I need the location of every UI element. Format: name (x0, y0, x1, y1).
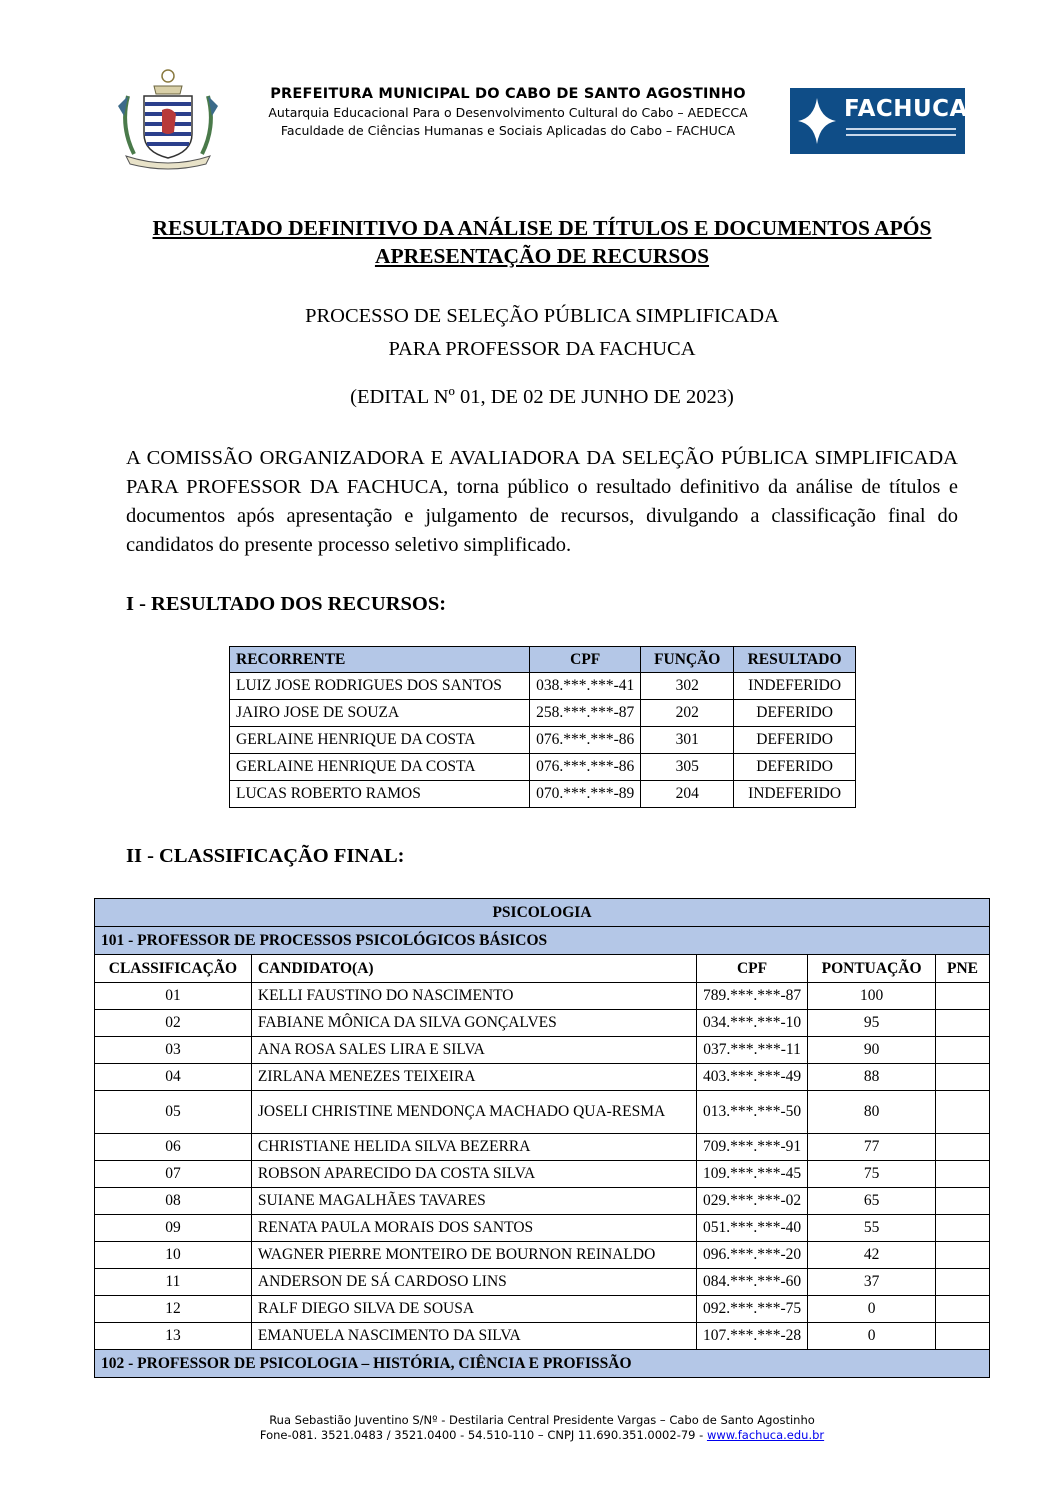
table-row (95, 1037, 990, 1064)
process-subtitle (90, 300, 994, 366)
document-title-line: RESULTADO DEFINITIVO DA ANÁLISE DE TÍTULOS E DOCUMENTOS APÓS (152, 216, 932, 240)
candidato-cell: ZIRLANA MENEZES TEIXEIRA (251, 1064, 696, 1091)
classificacao-cell: 04 (95, 1064, 252, 1091)
candidato-cell: JOSELI CHRISTINE MENDONÇA MACHADO QUA-RESMA (251, 1091, 696, 1134)
resultado-cell: DEFERIDO (734, 727, 856, 754)
section-heading-classificacao: II - CLASSIFICAÇÃO FINAL: (126, 845, 405, 867)
candidato-cell: ROBSON APARECIDO DA COSTA SILVA (251, 1161, 696, 1188)
table-row (95, 1010, 990, 1037)
candidato-cell: WAGNER PIERRE MONTEIRO DE BOURNON REINALDO (251, 1242, 696, 1269)
cpf-cell: 096.***.***-20 (696, 1242, 807, 1269)
table-row (95, 1323, 990, 1350)
group-title: 101 - PROFESSOR DE PROCESSOS PSICOLÓGICOS BÁSICOS (95, 927, 990, 955)
pontuacao-cell: 65 (808, 1188, 936, 1215)
recorrente-cell: LUCAS ROBERTO RAMOS (230, 781, 530, 808)
group-band-row (95, 1350, 990, 1378)
cpf-cell: 076.***.***-86 (530, 727, 641, 754)
cpf-cell: 092.***.***-75 (696, 1296, 807, 1323)
table-row (95, 1161, 990, 1188)
funcao-cell: 302 (641, 673, 734, 700)
cpf-cell: 258.***.***-87 (530, 700, 641, 727)
pontuacao-cell: 75 (808, 1161, 936, 1188)
cpf-cell: 070.***.***-89 (530, 781, 641, 808)
table-row (95, 1091, 990, 1134)
pontuacao-cell: 100 (808, 983, 936, 1010)
candidato-cell: SUIANE MAGALHÃES TAVARES (251, 1188, 696, 1215)
candidato-cell: ANA ROSA SALES LIRA E SILVA (251, 1037, 696, 1064)
logo-tagline-line (846, 128, 956, 130)
fachuca-logo (790, 88, 968, 154)
pne-cell (936, 1091, 990, 1134)
cpf-cell: 076.***.***-86 (530, 754, 641, 781)
pontuacao-cell: 77 (808, 1134, 936, 1161)
classificacao-cell: 01 (95, 983, 252, 1010)
pontuacao-cell: 55 (808, 1215, 936, 1242)
cpf-cell: 109.***.***-45 (696, 1161, 807, 1188)
funcao-cell: 202 (641, 700, 734, 727)
cpf-cell: 051.***.***-40 (696, 1215, 807, 1242)
logo-tagline-line (846, 134, 956, 136)
institution-subtitle-aedecca: Autarquia Educacional Para o Desenvolvimento Cultural do Cabo – AEDECCA (268, 105, 748, 120)
candidato-cell: RENATA PAULA MORAIS DOS SANTOS (251, 1215, 696, 1242)
candidato-cell: RALF DIEGO SILVA DE SOUSA (251, 1296, 696, 1323)
resultado-cell: DEFERIDO (734, 700, 856, 727)
cpf-cell: 038.***.***-41 (530, 673, 641, 700)
table-row (95, 1064, 990, 1091)
institution-subtitle-fachuca: Faculdade de Ciências Humanas e Sociais Aplicadas do Cabo – FACHUCA (280, 123, 736, 138)
classificacao-cell: 12 (95, 1296, 252, 1323)
table-row (230, 727, 856, 754)
cpf-cell: 029.***.***-02 (696, 1188, 807, 1215)
classificacao-cell: 10 (95, 1242, 252, 1269)
pne-cell (936, 1188, 990, 1215)
coat-of-arms-logo (114, 66, 222, 170)
cpf-cell: 013.***.***-50 (696, 1091, 807, 1134)
classificacao-cell: 07 (95, 1161, 252, 1188)
document-title-line: APRESENTAÇÃO DE RECURSOS (374, 244, 710, 268)
classificacao-cell: 13 (95, 1323, 252, 1350)
group-title: 102 - PROFESSOR DE PSICOLOGIA – HISTÓRIA, CIÊNCIA E PROFISSÃO (95, 1350, 990, 1378)
classificacao-cell: 02 (95, 1010, 252, 1037)
table-row (230, 754, 856, 781)
classificacao-cell: 06 (95, 1134, 252, 1161)
cpf-cell: 107.***.***-28 (696, 1323, 807, 1350)
column-header-classificacao: CLASSIFICAÇÃO (95, 955, 252, 983)
fachuca-logo-text: FACHUCA (844, 96, 968, 122)
process-subtitle-line: PARA PROFESSOR DA FACHUCA (388, 338, 696, 360)
pontuacao-cell: 95 (808, 1010, 936, 1037)
candidato-cell: ANDERSON DE SÁ CARDOSO LINS (251, 1269, 696, 1296)
pne-cell (936, 1010, 990, 1037)
document-title (90, 214, 994, 270)
candidato-cell: CHRISTIANE HELIDA SILVA BEZERRA (251, 1134, 696, 1161)
table-header-row (95, 955, 990, 983)
pne-cell (936, 983, 990, 1010)
column-header-recorrente: RECORRENTE (230, 647, 530, 673)
table-row (230, 781, 856, 808)
institution-header (238, 84, 778, 140)
pne-cell (936, 1323, 990, 1350)
column-header-candidato: CANDIDATO(A) (251, 955, 696, 983)
resultado-cell: INDEFERIDO (734, 673, 856, 700)
table-row (95, 1134, 990, 1161)
column-header-funcao: FUNÇÃO (641, 647, 734, 673)
edital-reference: (EDITAL Nº 01, DE 02 DE JUNHO DE 2023) (350, 386, 734, 408)
classificacao-cell: 08 (95, 1188, 252, 1215)
recursos-table (229, 646, 856, 808)
footer-address: Rua Sebastião Juventino S/Nº - Destilaria Central Presidente Vargas – Cabo de Santo Agostinho (269, 1413, 815, 1427)
candidato-cell: EMANUELA NASCIMENTO DA SILVA (251, 1323, 696, 1350)
classificacao-cell: 11 (95, 1269, 252, 1296)
website-link[interactable]: www.fachuca.edu.br (706, 1428, 825, 1442)
column-header-cpf: CPF (530, 647, 641, 673)
cpf-cell: 789.***.***-87 (696, 983, 807, 1010)
page-footer (150, 1413, 934, 1443)
classificacao-cell: 05 (95, 1091, 252, 1134)
candidato-cell: KELLI FAUSTINO DO NASCIMENTO (251, 983, 696, 1010)
process-subtitle-line: PROCESSO DE SELEÇÃO PÚBLICA SIMPLIFICADA (305, 305, 779, 327)
table-row (95, 983, 990, 1010)
pne-cell (936, 1064, 990, 1091)
pontuacao-cell: 90 (808, 1037, 936, 1064)
candidato-cell: FABIANE MÔNICA DA SILVA GONÇALVES (251, 1010, 696, 1037)
pne-cell (936, 1037, 990, 1064)
table-header-row (230, 647, 856, 673)
recorrente-cell: JAIRO JOSE DE SOUZA (230, 700, 530, 727)
pne-cell (936, 1242, 990, 1269)
table-row (230, 700, 856, 727)
table-row (95, 1296, 990, 1323)
pontuacao-cell: 80 (808, 1091, 936, 1134)
cpf-cell: 084.***.***-60 (696, 1269, 807, 1296)
footer-contact (150, 1428, 934, 1443)
table-row (95, 1188, 990, 1215)
group-band-row (95, 927, 990, 955)
section-heading-recursos: I - RESULTADO DOS RECURSOS: (126, 593, 447, 615)
pontuacao-cell: 37 (808, 1269, 936, 1296)
intro-paragraph: A COMISSÃO ORGANIZADORA E AVALIADORA DA SELEÇÃO PÚBLICA SIMPLIFICADA PARA PROFESSOR DA FACHUCA, torna público o resultado definitivo da análise de títulos e documentos após apresentação e julgamento de recursos, divulgando a classificação final do candidatos do presente processo seletivo simplificado. (126, 447, 958, 556)
table-row (95, 1215, 990, 1242)
pne-cell (936, 1215, 990, 1242)
cpf-cell: 037.***.***-11 (696, 1037, 807, 1064)
classificacao-cell: 03 (95, 1037, 252, 1064)
table-row (230, 673, 856, 700)
cpf-cell: 034.***.***-10 (696, 1010, 807, 1037)
column-header-pne: PNE (936, 955, 990, 983)
resultado-cell: DEFERIDO (734, 754, 856, 781)
pontuacao-cell: 0 (808, 1323, 936, 1350)
pontuacao-cell: 42 (808, 1242, 936, 1269)
area-title: PSICOLOGIA (95, 899, 990, 927)
pontuacao-cell: 0 (808, 1296, 936, 1323)
footer-contact-text: Fone-081. 3521.0483 / 3521.0400 - 54.510-110 – CNPJ 11.690.351.0002-79 - (259, 1428, 707, 1442)
column-header-pontuacao: PONTUAÇÃO (808, 955, 936, 983)
pontuacao-cell: 88 (808, 1064, 936, 1091)
funcao-cell: 305 (641, 754, 734, 781)
pne-cell (936, 1296, 990, 1323)
classificacao-table (94, 898, 990, 1378)
recorrente-cell: GERLAINE HENRIQUE DA COSTA (230, 754, 530, 781)
column-header-resultado: RESULTADO (734, 647, 856, 673)
pne-cell (936, 1161, 990, 1188)
resultado-cell: INDEFERIDO (734, 781, 856, 808)
pne-cell (936, 1269, 990, 1296)
cpf-cell: 403.***.***-49 (696, 1064, 807, 1091)
recorrente-cell: LUIZ JOSE RODRIGUES DOS SANTOS (230, 673, 530, 700)
recorrente-cell: GERLAINE HENRIQUE DA COSTA (230, 727, 530, 754)
column-header-cpf: CPF (696, 955, 807, 983)
funcao-cell: 301 (641, 727, 734, 754)
funcao-cell: 204 (641, 781, 734, 808)
classificacao-cell: 09 (95, 1215, 252, 1242)
pne-cell (936, 1134, 990, 1161)
cpf-cell: 709.***.***-91 (696, 1134, 807, 1161)
table-row (95, 1242, 990, 1269)
area-band-row (95, 899, 990, 927)
fachuca-star-icon (792, 88, 842, 154)
institution-title: PREFEITURA MUNICIPAL DO CABO DE SANTO AGOSTINHO (270, 86, 746, 102)
table-row (95, 1269, 990, 1296)
